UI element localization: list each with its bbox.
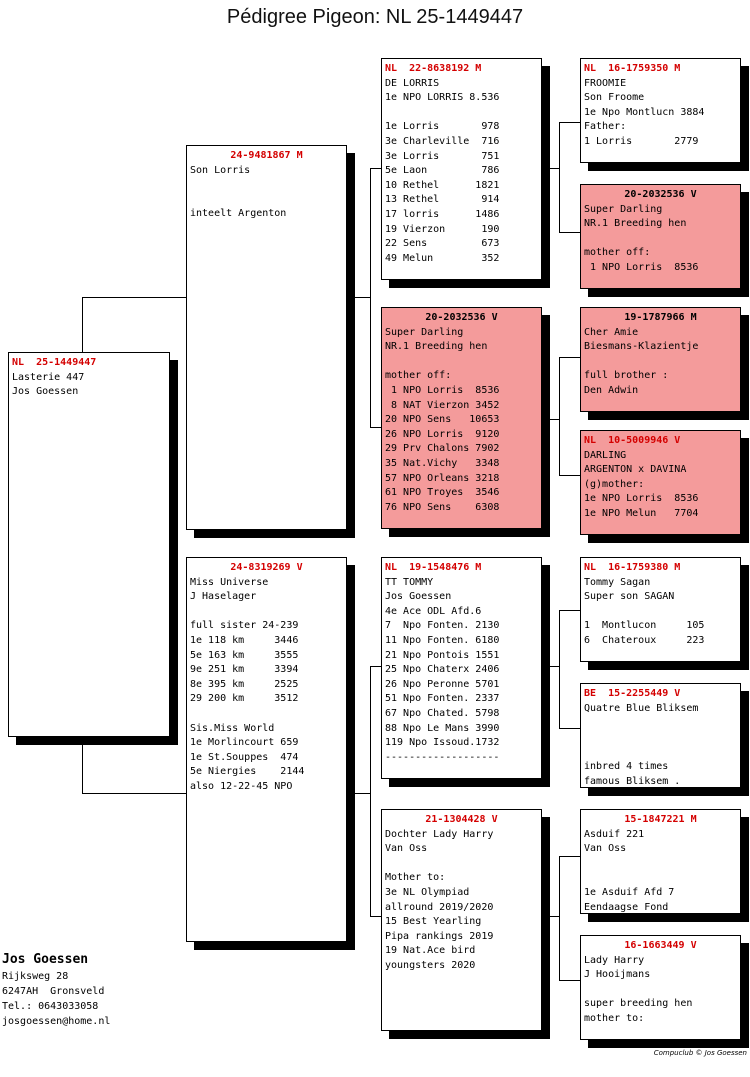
- ring-number: 20-2032536 V: [624, 189, 697, 200]
- connector-line: [82, 297, 187, 298]
- connector-line: [541, 419, 559, 420]
- footer-credit: Compuclub © Jos Goessen: [653, 1049, 747, 1057]
- page-title: Pédigree Pigeon: NL 25-1449447: [226, 6, 524, 28]
- breeder-contact: Rijksweg 28 6247AH Gronsveld Tel.: 0643033058 josgoessen@home.nl: [2, 971, 111, 1027]
- ring-number: NL 19-1548476 M: [385, 562, 482, 573]
- pigeon-details: Asduif 221 Van Oss 1e Asduif Afd 7 Eendaagse Fond: [584, 828, 675, 913]
- pigeon-details: Tommy Sagan Super son SAGAN 1 Montlucon 105 6 Chateroux 223: [584, 576, 705, 646]
- connector-line: [559, 856, 560, 980]
- connector-line: [541, 916, 559, 917]
- ring-number: NL 25-1449447: [12, 357, 97, 368]
- pigeon-details: Cher Amie Biesmans-Klazientje full brother : Den Adwin: [584, 326, 699, 396]
- pigeon-card-mother: [186, 557, 347, 942]
- pigeon-details: Lady Harry J Hooijmans super breeding hen mother to:: [584, 954, 693, 1024]
- pigeon-card-fm: [381, 307, 542, 529]
- pigeon-card-subject: [8, 352, 170, 737]
- pigeon-card-ffm: [580, 184, 741, 289]
- pigeon-details: Dochter Lady Harry Van Oss Mother to: 3e NL Olympiad allround 2019/2020 15 Best Yearling Pipa rankings 2019 19 Nat.Ace bird youngsters 2020: [385, 828, 494, 971]
- pigeon-details: Son Lorris inteelt Argenton: [190, 164, 287, 220]
- pigeon-card-fmf: [580, 307, 741, 412]
- pigeon-card-mmf: [580, 809, 741, 914]
- ring-number: 21-1304428 V: [425, 814, 498, 825]
- connector-line: [370, 666, 371, 916]
- pigeon-details: DE LORRIS 1e NPO LORRIS 8.536 1e Lorris 978 3e Charleville 716 3e Lorris 751 5e Laon 786 10 Rethel 1821 13 Rethel 914 17 lorris 1486 19 Vierzon 190 22 Sens 673 49 Melun 352: [385, 77, 500, 264]
- pigeon-details: Quatre Blue Bliksem inbred 4 times famous Bliksem .: [584, 702, 699, 787]
- connector-line: [559, 357, 560, 475]
- ring-number: 24-8319269 V: [230, 562, 303, 573]
- connector-line: [559, 610, 581, 611]
- pigeon-details: Miss Universe J Haselager full sister 24-239 1e 118 km 3446 5e 163 km 3555 9e 251 km 3394 8e 395 km 2525 29 200 km 3512 Sis.Miss World 1e Morlincourt 659 1e St.Souppes 474 5e Niergies 2144 also 12-22-45 NPO: [190, 576, 305, 792]
- connector-line: [541, 168, 559, 169]
- pigeon-details: Super Darling NR.1 Breeding hen mother off: 1 NPO Lorris 8536: [584, 203, 699, 273]
- connector-line: [82, 297, 83, 353]
- connector-line: [82, 736, 83, 793]
- connector-line: [559, 232, 581, 233]
- connector-line: [559, 610, 560, 728]
- ring-number: 15-1847221 M: [624, 814, 697, 825]
- connector-line: [559, 980, 581, 981]
- connector-line: [559, 856, 581, 857]
- ring-number: 24-9481867 M: [230, 150, 303, 161]
- pigeon-details: FROOMIE Son Froome 1e Npo Montlucn 3884 Father: 1 Lorris 2779: [584, 77, 705, 147]
- ring-number: NL 22-8638192 M: [385, 63, 482, 74]
- breeder-block: [2, 951, 110, 1029]
- breeder-name: Jos Goessen: [2, 952, 89, 967]
- ring-number: NL 16-1759380 M: [584, 562, 681, 573]
- ring-number: NL 16-1759350 M: [584, 63, 681, 74]
- connector-line: [559, 728, 581, 729]
- connector-line: [559, 475, 581, 476]
- ring-number: 20-2032536 V: [425, 312, 498, 323]
- pigeon-card-mf: [381, 557, 542, 779]
- connector-line: [82, 793, 187, 794]
- connector-line: [541, 666, 559, 667]
- connector-line: [559, 122, 581, 123]
- pigeon-card-fff: [580, 58, 741, 163]
- pigeon-card-mmm: [580, 935, 741, 1040]
- pigeon-card-mfm: [580, 683, 741, 788]
- ring-number: 16-1663449 V: [624, 940, 697, 951]
- pigeon-card-ff: [381, 58, 542, 280]
- pigeon-details: Lasterie 447 Jos Goessen: [12, 371, 85, 398]
- connector-line: [346, 793, 370, 794]
- pigeon-details: TT TOMMY Jos Goessen 4e Ace ODL Afd.6 7 Npo Fonten. 2130 11 Npo Fonten. 6180 21 Npo Pontois 1551 25 Npo Chaterx 2406 26 Npo Peronne 5701 51 Npo Fonten. 2337 67 Npo Chated. 5798 88 Npo Le Mans 3990 119 Npo Issoud.1732 -------------------: [385, 576, 500, 763]
- ring-number: BE 15-2255449 V: [584, 688, 681, 699]
- pigeon-card-father: [186, 145, 347, 530]
- connector-line: [559, 357, 581, 358]
- pigeon-details: DARLING ARGENTON x DAVINA (g)mother: 1e NPO Lorris 8536 1e NPO Melun 7704: [584, 449, 699, 519]
- pigeon-card-mff: [580, 557, 741, 662]
- connector-line: [559, 122, 560, 232]
- pigeon-details: Super Darling NR.1 Breeding hen mother off: 1 NPO Lorris 8536 8 NAT Vierzon 3452 20 NPO Sens 10653 26 NPO Lorris 9120 29 Prv Chalons 7902 35 Nat.Vichy 3348 57 NPO Orleans 3218 61 NPO Troyes 3546 76 NPO Sens 6308: [385, 326, 500, 513]
- connector-line: [370, 168, 371, 427]
- ring-number: 19-1787966 M: [624, 312, 697, 323]
- connector-line: [346, 297, 370, 298]
- pigeon-card-mm: [381, 809, 542, 1031]
- pigeon-card-fmm: [580, 430, 741, 535]
- ring-number: NL 10-5009946 V: [584, 435, 681, 446]
